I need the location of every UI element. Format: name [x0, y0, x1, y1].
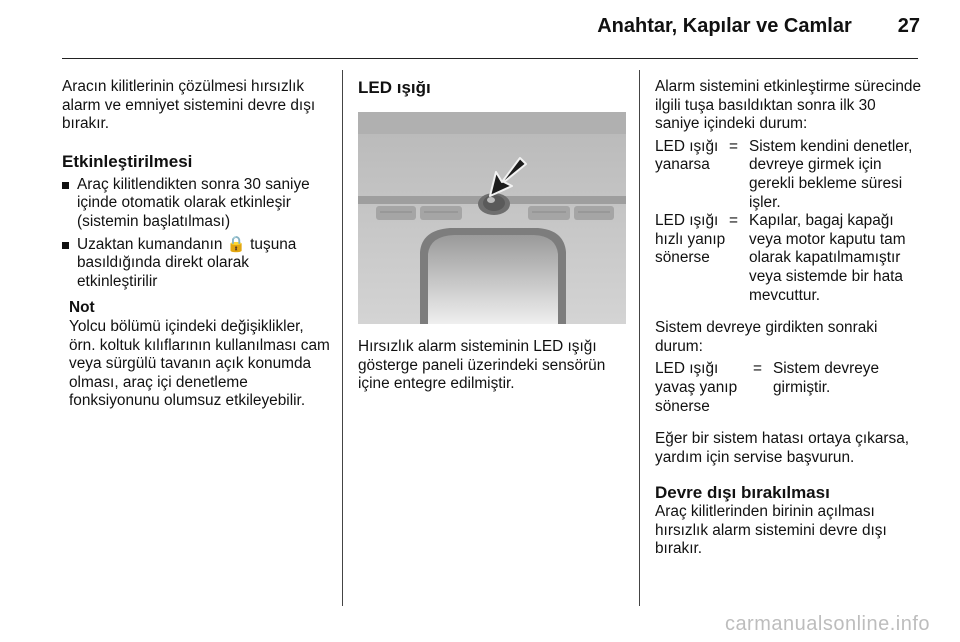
deactivation-text: Araç kilitlerinden birinin açılması hırsızlık alarm sistemini devre dışı bırakır.	[655, 503, 887, 558]
table-row	[655, 212, 923, 305]
status-desc: Kapılar, bagaj kapağı veya motor kaputu tam olarak kapatılmamıştır veya sistemde bir hata mevcuttur.	[749, 212, 906, 304]
column-2	[358, 78, 626, 394]
bullet-icon	[62, 242, 69, 249]
list-item	[62, 236, 332, 292]
page-header	[597, 17, 920, 36]
column-3	[655, 78, 923, 559]
activation-heading: Etkinleştirilmesi	[62, 151, 193, 171]
intro-text: Aracın kilitlerinin çözülmesi hırsızlık alarm ve emniyet sistemini devre dışı bırakır.	[62, 78, 316, 133]
equals-sign: =	[729, 212, 738, 230]
watermark: carmanualsonline.info	[724, 613, 930, 636]
table-row	[655, 138, 923, 212]
note-text: Yolcu bölümü içindeki değişiklikler, örn. koltuk kılıflarının kullanılması cam veya sürgülü tavanın açık konumda olması, araç içi denetleme fonksiyonunu olumsuz etkileyebilir.	[69, 317, 330, 410]
note-block	[62, 299, 332, 411]
status-desc: Sistem kendini denetler, devreye girmek için gerekli bekleme süresi işler.	[749, 137, 913, 211]
error-text: Eğer bir sistem hatası ortaya çıkarsa, yardım için servise başvurun.	[655, 430, 910, 466]
bullet-icon	[62, 182, 69, 189]
status-term: LED ışığı hızlı yanıp sönerse	[655, 212, 726, 267]
column-divider-1	[342, 70, 343, 606]
table-row	[655, 360, 923, 416]
status-table-initial	[655, 138, 923, 305]
bullet-text: Araç kilitlendikten sonra 30 saniye içinde otomatik olarak etkinleşir (sistemin başlatılması)	[77, 175, 310, 230]
dashboard-illustration	[358, 112, 626, 324]
list-item	[62, 176, 332, 232]
page-number: 27	[897, 15, 920, 37]
equals-sign: =	[729, 137, 738, 155]
after-activation-text: Sistem devreye girdikten sonraki durum:	[655, 319, 878, 355]
section-title: Anahtar, Kapılar ve Camlar	[597, 15, 852, 37]
photo-caption: Hırsızlık alarm sisteminin LED ışığı gösterge paneli üzerindeki sensörün içine entegre edilmiştir.	[358, 338, 606, 393]
column-1	[62, 78, 332, 411]
header-rule	[62, 58, 918, 59]
deactivation-heading: Devre dışı bırakılması	[655, 483, 830, 503]
status-desc: Sistem devreye girmiştir.	[773, 360, 880, 396]
column-divider-2	[639, 70, 640, 606]
status-term: LED ışığı yavaş yanıp sönerse	[655, 360, 738, 415]
led-heading: LED ışığı	[358, 78, 431, 97]
status-intro: Alarm sistemini etkinleştirme sürecinde ilgili tuşa basıldıktan sonra ilk 30 saniye içindeki durum:	[655, 78, 921, 133]
note-title: Not	[69, 299, 95, 317]
status-term: LED ışığı yanarsa	[655, 137, 719, 174]
dashboard-sensor-photo	[358, 112, 626, 324]
bullet-text: Uzaktan kumandanın 🔒 tuşuna basıldığında direkt olarak etkinleştirilir	[77, 235, 297, 290]
status-table-active	[655, 360, 923, 416]
equals-sign: =	[753, 360, 762, 378]
